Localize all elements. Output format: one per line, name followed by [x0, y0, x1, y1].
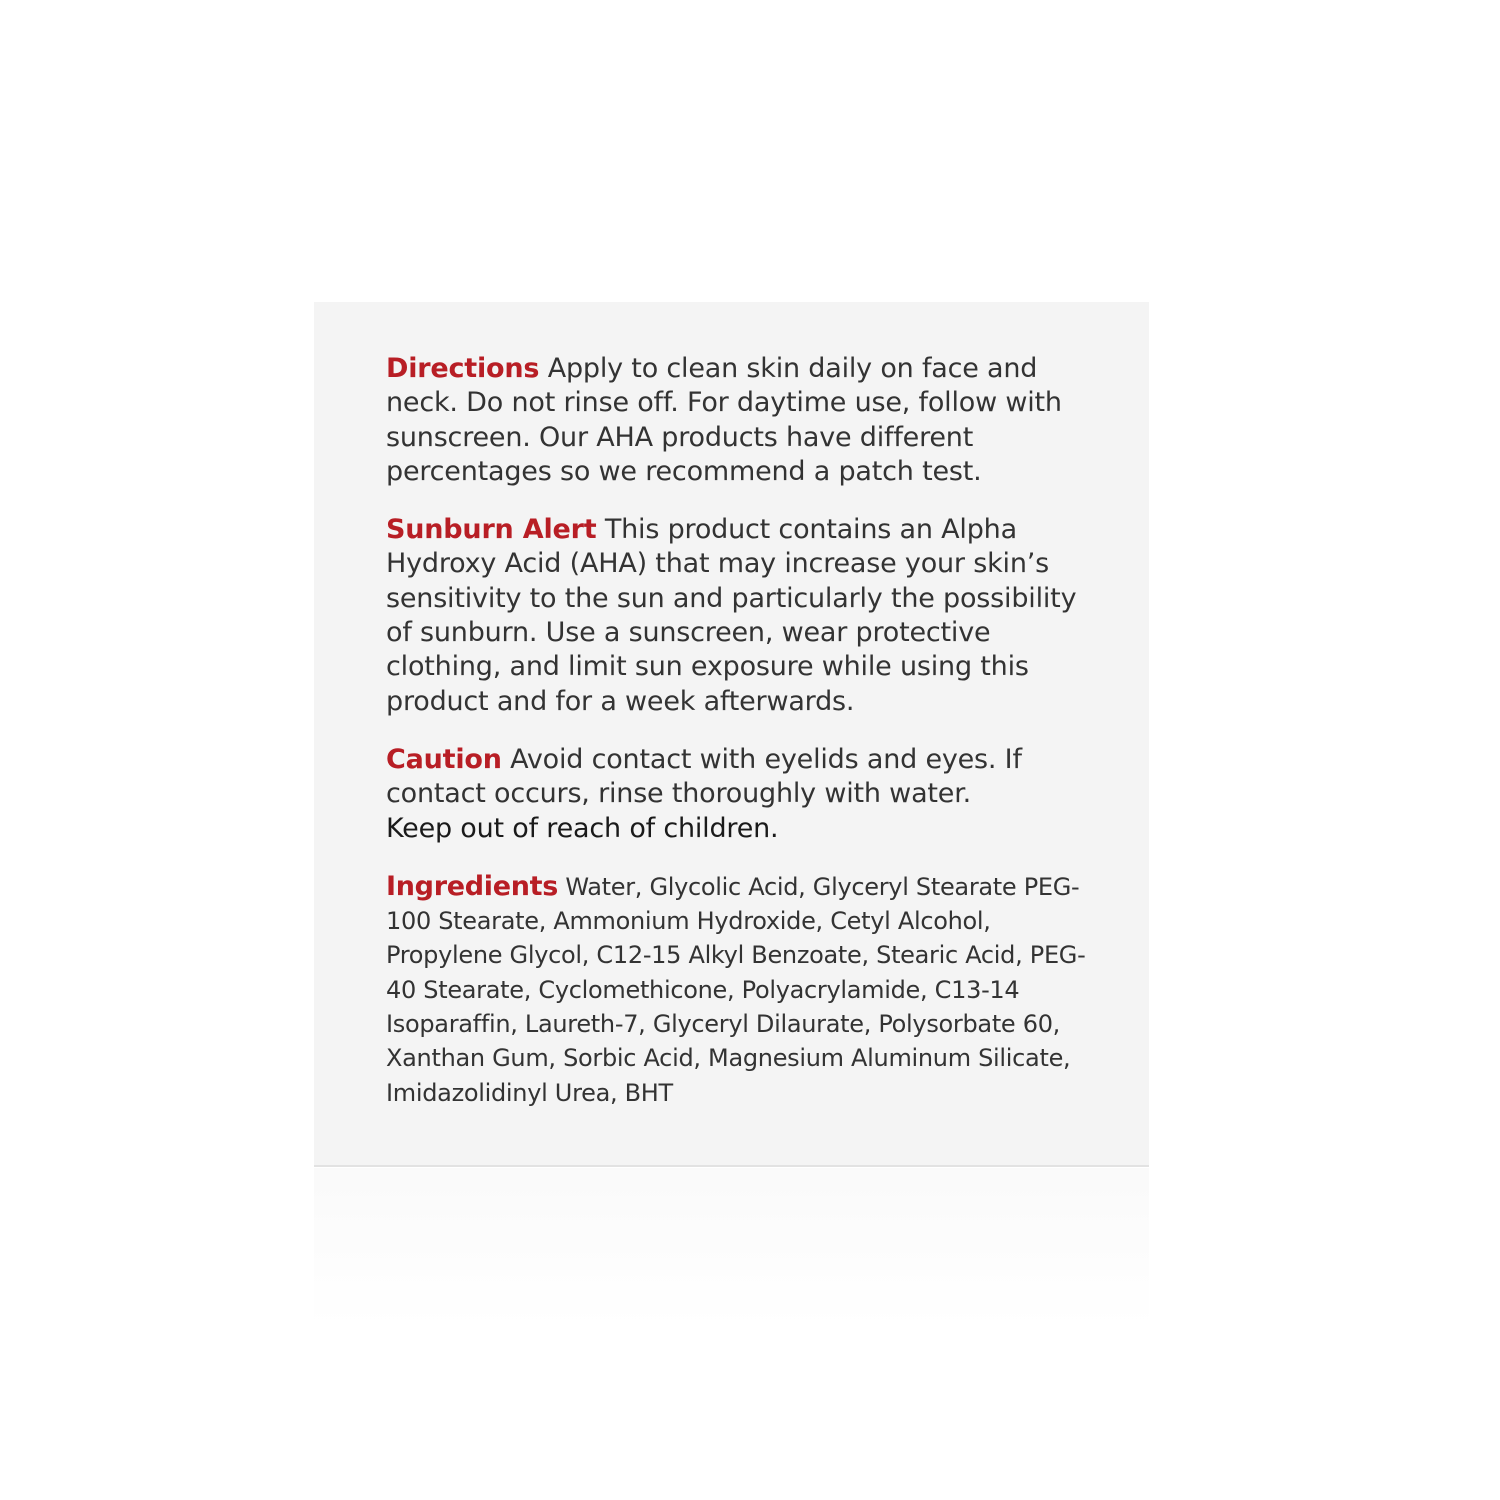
caution-emphasis: Keep out of reach of children.	[386, 812, 779, 844]
ingredients-heading: Ingredients	[386, 870, 559, 902]
ingredients-text: Water, Glycolic Acid, Glyceryl Stearate PEG-100 Stearate, Ammonium Hydroxide, Cetyl Alcohol, Propylene Glycol, C12-15 Alkyl Benzoate, Stearic Acid, PEG-40 Stearate, Cyclomethicone, Polyacrylamide, C13-14 Isoparaffin, Laureth-7, Glyceryl Dilaurate, Polysorbate 60, Xanthan Gum, Sorbic Acid, Magnesium Aluminum Silicate, Imidazolidinyl Urea, BHT	[386, 872, 1086, 1107]
caution-text: Avoid contact with eyelids and eyes. If contact occurs, rinse thoroughly with water.	[386, 743, 1022, 810]
directions-text: Apply to clean skin daily on face and neck. Do not rinse off. For daytime use, follow with sunscreen. Our AHA products have different percentages so we recommend a patch test.	[386, 353, 1062, 487]
directions-section	[386, 352, 1086, 489]
caution-section	[386, 743, 1086, 846]
sunburn-alert-heading: Sunburn Alert	[386, 514, 597, 546]
directions-heading: Directions	[386, 353, 540, 384]
sunburn-alert-text: This product contains an Alpha Hydroxy Acid (AHA) that may increase your skin’s sensitivity to the sun and particularly the possibility of sunburn. Use a sunscreen, wear protective clothing, and limit sun exposure while using this product and for a week afterwards.	[386, 514, 1077, 717]
label-content	[386, 352, 1086, 1110]
caution-heading: Caution	[386, 743, 502, 775]
ingredients-section	[386, 870, 1086, 1110]
panel-reflection-shadow	[314, 1168, 1149, 1328]
label-panel	[314, 302, 1149, 1167]
sunburn-alert-section	[386, 513, 1086, 719]
